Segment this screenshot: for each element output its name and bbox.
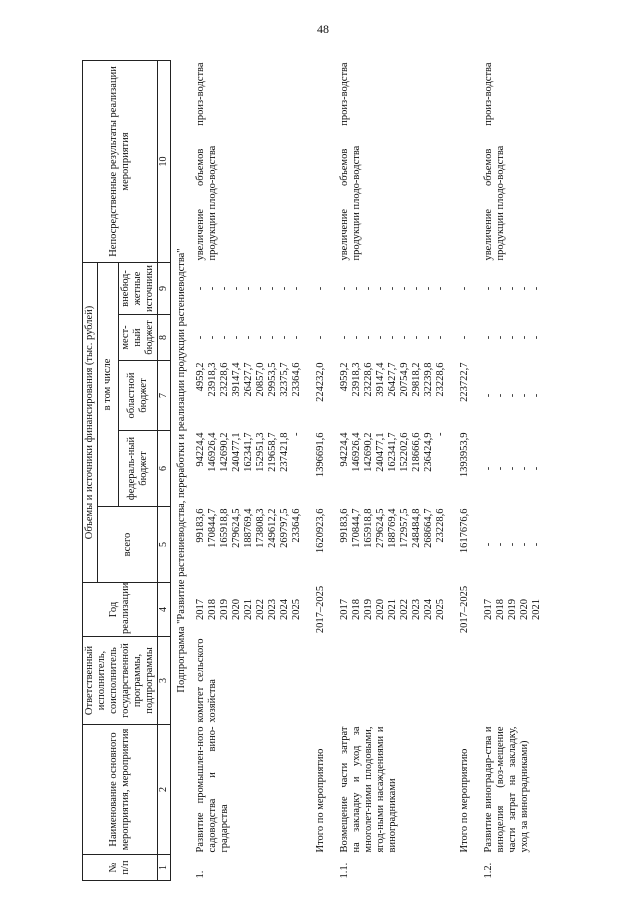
measure-regional: 4959,2 23918,3 23228,6 39147,4 26427,7 20857,0 29953,5 32375,7 23364,6: [195, 362, 302, 397]
total-total: 1617676,6: [459, 508, 470, 554]
measure-total: 99183,6 170844,7 165918,8 279624,5 188769,4 173808,3 249612,2 269797,5 23364,6: [195, 508, 302, 548]
total-local: -: [459, 335, 470, 340]
measure-name: Возмещение части затрат на закладку и уход за многолет-ними плодовыми, ягод-ными насаждениями и виноградниками: [339, 726, 398, 853]
column-number: 9: [158, 262, 171, 314]
measure-local: - - - - - - - - -: [195, 335, 302, 340]
total-years: 2017–2025: [315, 585, 326, 634]
measure-local: - - - - -: [483, 335, 542, 340]
table-row-measure-1: [194, 60, 304, 880]
header-col-result: Непосредственные результаты реализации мероприятия: [83, 60, 158, 262]
column-number: 2: [158, 725, 171, 855]
page-number: 48: [317, 22, 329, 36]
column-number: 10: [158, 60, 171, 262]
measure-executor: [482, 637, 544, 725]
measure-executor: [338, 637, 448, 725]
column-number: 6: [158, 431, 171, 507]
row-number: 1.: [195, 870, 206, 879]
total-offbudget: -: [315, 286, 326, 291]
header-finance-group: Объемы и источники финансирования (тыс. рублей): [83, 262, 98, 582]
header-col-executor: Ответственный исполнитель, соисполнитель государственной программы, подпрограммы: [83, 637, 158, 725]
financing-table: [82, 60, 544, 881]
column-numbers-row: [158, 60, 171, 880]
header-col-local: мест-ный бюджет: [119, 315, 158, 361]
measure-years: 2017 2018 2019 2020 2021 2022 2023 2024 2025: [195, 599, 302, 620]
column-number: 7: [158, 361, 171, 431]
table-row-measure-1-1: [338, 60, 448, 880]
column-number: 8: [158, 315, 171, 361]
total-total: 1620923,6: [315, 508, 326, 554]
total-label: Итого по мероприятию: [315, 748, 326, 853]
measure-name: Развитие промышлен-ного садоводства и вино-градарства: [195, 726, 230, 853]
measure-local: - - - - - - - - -: [339, 335, 446, 340]
table-row-measure-1-2: [482, 60, 544, 880]
subprogram-row: [171, 60, 195, 880]
table-row-total-1: [314, 60, 328, 880]
measure-federal: - - - - -: [483, 466, 542, 471]
total-regional: 223722,7: [459, 362, 470, 402]
header-row-1: [83, 60, 98, 880]
row-number: 1.1.: [339, 862, 350, 879]
measure-name: Развитие виноградар-ства и виноделия (воз-мещение части затрат на закладку, уход за виноградниками): [483, 726, 530, 853]
column-number: 5: [158, 507, 171, 583]
column-number: 3: [158, 637, 171, 725]
total-local: -: [315, 335, 326, 340]
row-number: 1.2.: [483, 862, 494, 879]
measure-result: увеличение объемов произ-водства продукции плодо-водства: [483, 62, 506, 261]
column-number: 4: [158, 583, 171, 637]
rotated-table-page: [82, 61, 602, 881]
header-col-offbudget: внебюд-жетные источники: [119, 262, 158, 314]
measure-regional: - - - - -: [483, 393, 542, 398]
subprogram-title: Подпрограмма "Развитие растениеводства, переработки и реализации продукции растениеводства": [176, 248, 187, 693]
measure-years: 2017 2018 2019 2020 2021 2022 2023 2024 2025: [339, 599, 446, 620]
measure-result: увеличение объемов произ-водства продукции плодо-водства: [339, 62, 362, 261]
header-col-total: всего: [98, 507, 158, 583]
measure-federal: 94224,4 146926,4 142690,2 240477,1 162341,7 152202,6 218666,6 236424,9 -: [339, 432, 446, 472]
table-row-total-2: [458, 60, 472, 880]
measure-offbudget: - - - - - - - - -: [195, 286, 302, 291]
measure-total: - - - - -: [483, 542, 542, 547]
header-col-year: Год реализации: [83, 583, 158, 637]
measure-regional: 4959,2 23918,3 23228,6 39147,4 26427,7 20754,9 29818,2 32239,8 23228,6: [339, 362, 446, 397]
header-col-name: Наименование основного мероприятия, мероприятия: [83, 725, 158, 855]
header-col-number: № п/п: [83, 855, 158, 881]
total-federal: 1396691,6: [315, 432, 326, 478]
measure-executor: комитет сельского хозяйства: [195, 638, 218, 723]
header-including: в том числе: [98, 262, 119, 506]
measure-offbudget: - - - - -: [483, 286, 542, 291]
total-federal: 1393953,9: [459, 432, 470, 478]
column-number: 1: [158, 855, 171, 881]
measure-result: увеличение объемов произ-водства продукции плодо-водства: [195, 62, 218, 261]
total-years: 2017–2025: [459, 585, 470, 634]
total-regional: 224232,0: [315, 362, 326, 402]
measure-total: 99183,6 170844,7 165918,8 279624,5 188769,4 172957,5 248484,8 268664,7 23228,6: [339, 508, 446, 548]
measure-offbudget: - - - - - - - - -: [339, 286, 446, 291]
header-col-regional: областной бюджет: [119, 361, 158, 431]
header-col-federal: федераль-ный бюджет: [119, 431, 158, 507]
total-offbudget: -: [459, 286, 470, 291]
measure-federal: 94224,4 146926,4 142690,2 240477,1 162341,7 152951,3 219658,7 237421,8 -: [195, 432, 302, 472]
measure-years: 2017 2018 2019 2020 2021: [483, 599, 542, 620]
total-label: Итого по мероприятию: [459, 748, 470, 853]
